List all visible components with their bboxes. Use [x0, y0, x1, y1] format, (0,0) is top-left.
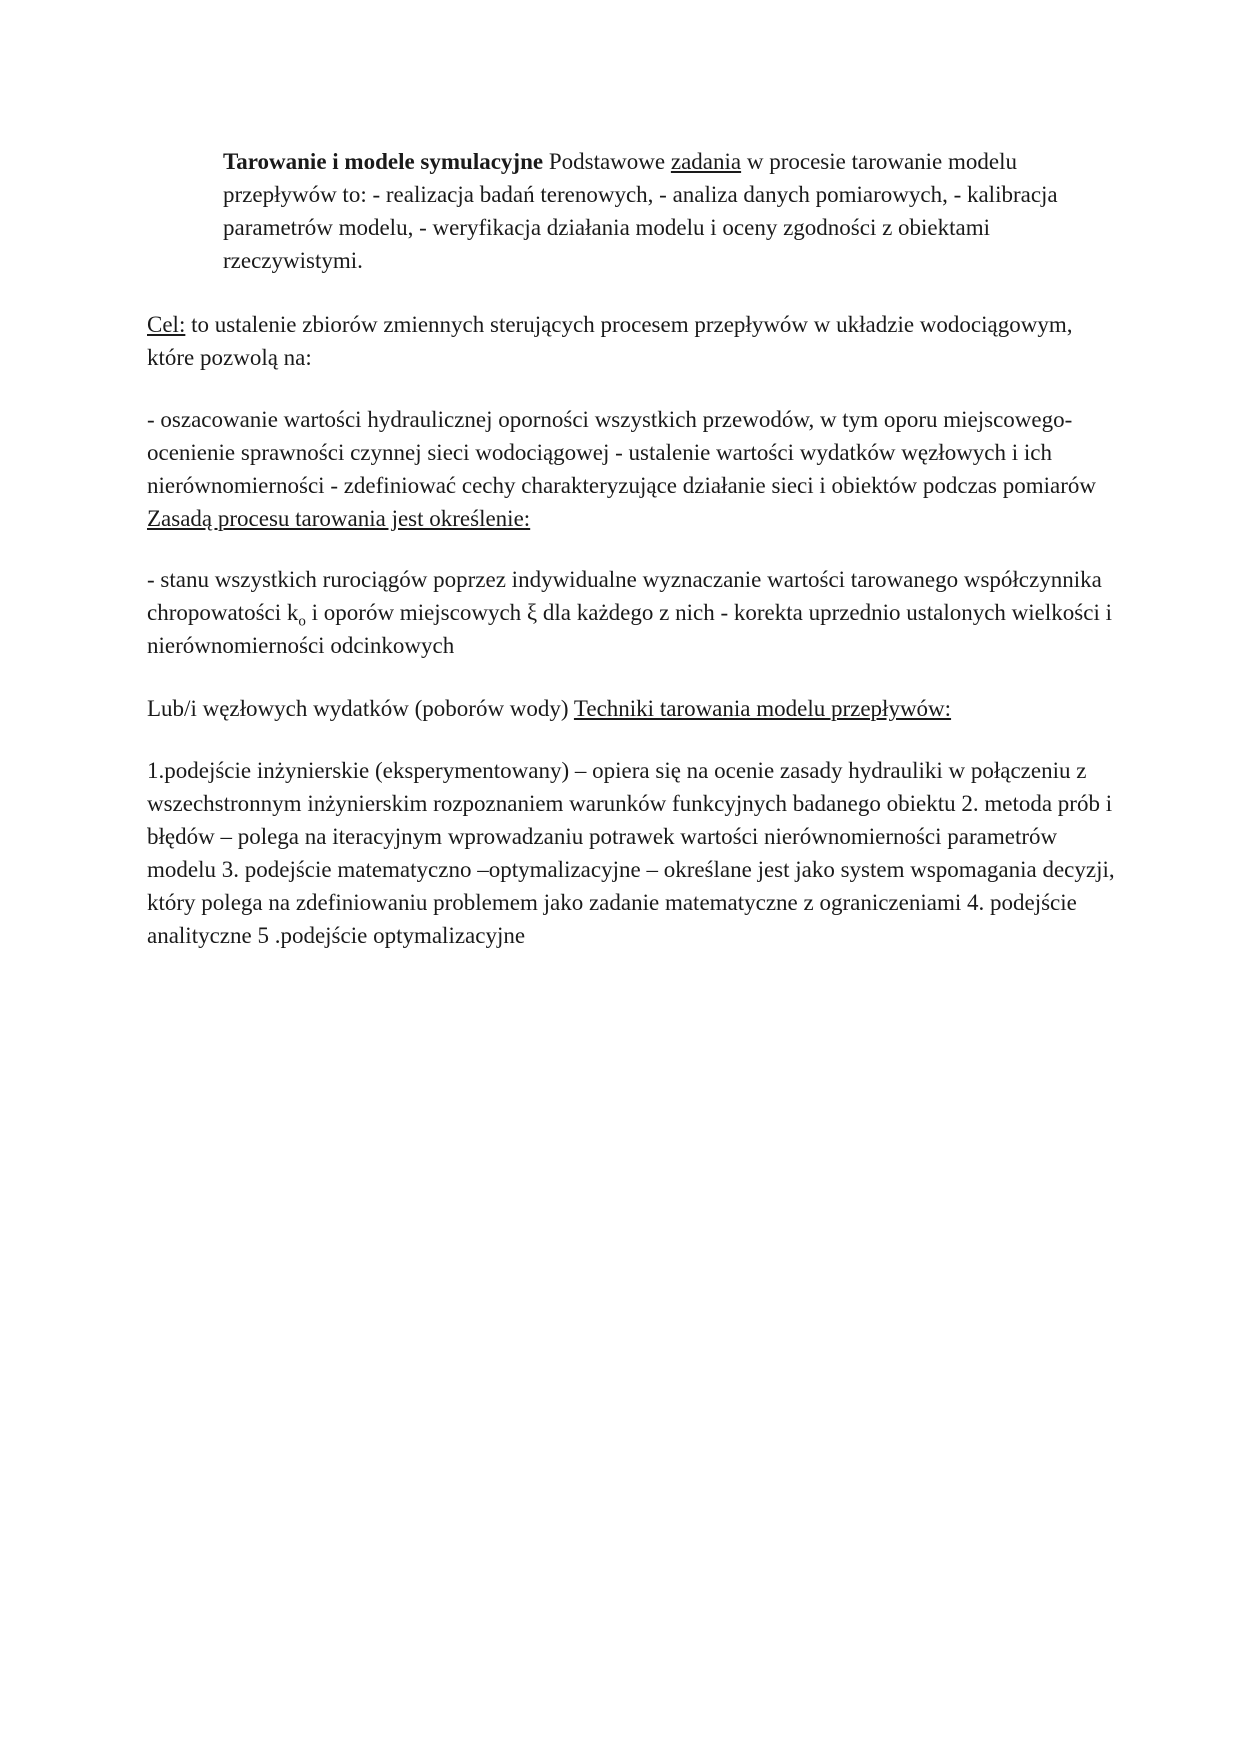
nodal-paragraph — [147, 692, 1123, 725]
intro-text-lead: Podstawowe — [543, 149, 671, 174]
goal-label: Cel: — [147, 312, 186, 337]
zadania-underlined: zadania — [670, 149, 742, 174]
goal-paragraph — [147, 308, 1123, 374]
estimation-text: - oszacowanie wartości hydraulicznej oporności wszystkich przewodów, w tym oporu miejscowego- ocenienie sprawności czynnej sieci wodociągowej - ustalenie wartości wydatków węzłowych i ich nierównomierności - zdefiniować cechy charakteryzujące działanie sieci i obiektów podczas pomiarów — [147, 407, 1096, 498]
pipelines-paragraph — [147, 563, 1123, 662]
pipelines-text-rest: i oporów miejscowych ξ dla każdego z nich - korekta uprzednio ustalonych wielkości i nierównomierności odcinkowych — [147, 600, 1112, 658]
intro-paragraph — [223, 145, 1123, 277]
nodal-text: Lub/i węzłowych wydatków (poborów wody) — [147, 696, 574, 721]
pipelines-text-lead: - stanu wszystkich rurociągów poprzez indywidualne wyznaczanie wartości tarowanego współczynnika chropowatości k — [147, 567, 1102, 625]
principle-heading: Zasadą procesu tarowania jest określenie: — [147, 506, 531, 531]
methods-paragraph: 1.podejście inżynierskie (eksperymentowany) – opiera się na ocenie zasady hydrauliki w połączeniu z wszechstronnym inżynierskim rozpoznaniem warunków funkcyjnych badanego obiektu 2. metoda prób i błędów – polega na iteracyjnym wprowadzaniu potrawek wartości nierównomierności parametrów modelu 3. podejście matematyczno –optymalizacyjne – określane jest jako system wspomagania decyzji, który polega na zdefiniowaniu problemem jako zadanie matematyczne z ograniczeniami 4. podejście analityczne 5 .podejście optymalizacyjne — [147, 758, 1115, 948]
roughness-subscript: o — [298, 613, 306, 630]
document-title: Tarowanie i modele symulacyjne — [223, 149, 544, 174]
intro-text-body: w procesie tarowanie modelu przepływów to: - realizacja badań terenowych, - analiza danych pomiarowych, - kalibracja parametrów modelu, - weryfikacja działania modelu i oceny zgodności z obiektami rzeczywistymi. — [223, 149, 1058, 273]
techniques-heading: Techniki tarowania modelu przepływów: — [573, 696, 952, 721]
estimation-paragraph — [147, 403, 1123, 535]
goal-text: to ustalenie zbiorów zmiennych sterujących procesem przepływów w układzie wodociągowym, które pozwolą na: — [147, 312, 1073, 370]
